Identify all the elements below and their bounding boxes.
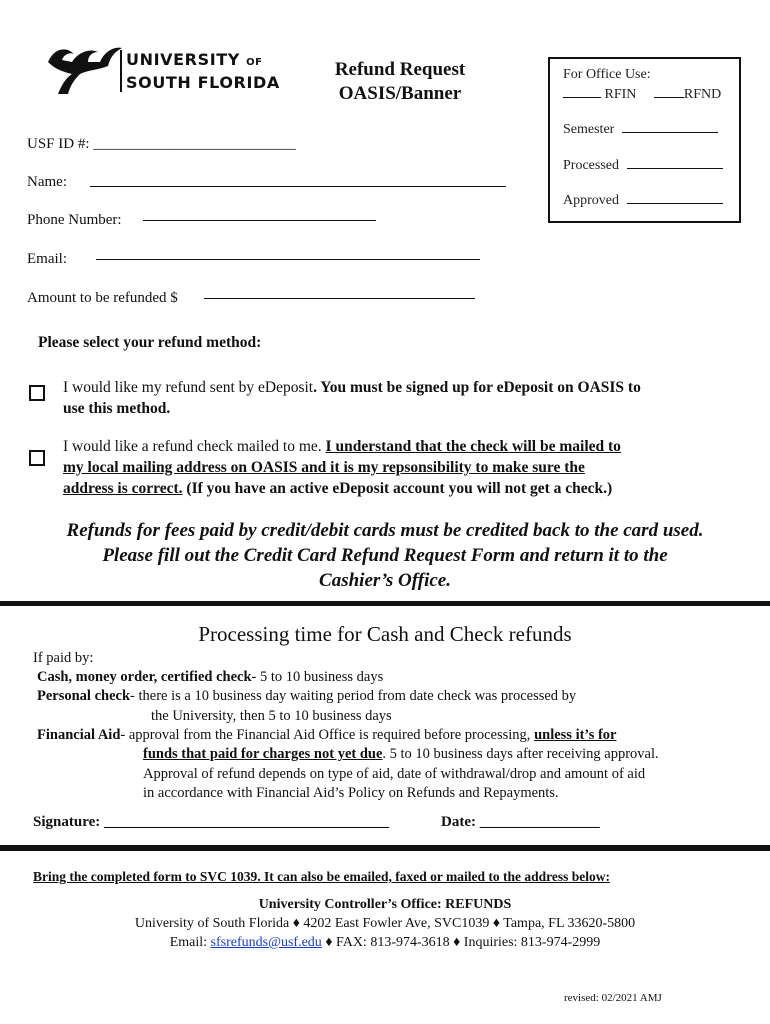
approved-line: Approved [563,192,723,209]
section-divider-top [0,601,770,606]
financial-aid-line-3: Approval of refund depends on type of aid, date of withdrawal/drop and amount of aid [143,766,646,782]
mailing-address: University of South Florida ♦ 4202 East Fowler Ave, SVC1039 ♦ Tampa, FL 33620-5800 [134,916,636,931]
revision-note: revised: 02/2021 AMJ [564,992,662,1004]
date-blank[interactable]: ________________ [479,814,600,830]
office-use-header: For Office Use: [563,67,651,82]
personal-check-line-2: the University, then 5 to 10 business days [151,708,392,724]
bull-horns-icon [44,40,124,100]
semester-line: Semester [563,121,718,138]
email-input-line[interactable] [96,259,480,260]
edeposit-option-text: I would like my refund sent by eDeposit. You must be signed up for eDeposit on OASIS to use this method. [63,379,641,417]
email-link[interactable]: sfsrefunds@usf.edu [210,935,322,950]
usf-id-blank[interactable]: ___________________________ [93,136,296,152]
personal-check-line: Personal check- there is a 10 business day waiting period from date check was processed by [37,688,577,704]
rfin-rfnd-line: RFIN RFND [563,86,721,103]
footer-instructions: Bring the completed form to SVC 1039. It can also be emailed, faxed or mailed to the address below: [33,869,610,884]
form-title [300,58,500,106]
rfin-blank[interactable] [563,86,601,98]
phone-label: Phone Number: [27,212,122,228]
cash-line: Cash, money order, certified check- 5 to 10 business days [37,669,384,685]
amount-label: Amount to be refunded $ [27,290,178,306]
logo-line-2: SOUTH FLORIDA [126,73,280,92]
contact-line: Email: sfsrefunds@usf.edu ♦ FAX: 813-974-3618 ♦ Inquiries: 813-974-2999 [169,935,601,950]
notice-line-1: Refunds for fees paid by credit/debit cards must be credited back to the card used. [66,520,704,541]
email-label: Email: [27,251,67,267]
edeposit-checkbox[interactable] [29,385,45,401]
notice-line-3: Cashier’s Office. [319,570,451,591]
title-line-1: Refund Request [334,59,466,80]
financial-aid-line: Financial Aid- approval from the Financial Aid Office is required before processing, unless it’s for [37,727,617,743]
semester-blank[interactable] [622,121,718,133]
usf-id-field: USF ID #: ___________________________ [27,136,296,152]
financial-aid-line-2: funds that paid for charges not yet due. 5 to 10 business days after receiving approval. [143,746,659,762]
processing-title: Processing time for Cash and Check refunds [198,622,572,646]
office-use-box [548,57,741,223]
signature-row: Signature: ______________________________________ [33,814,389,830]
section-divider-bottom [0,845,770,851]
controller-office: University Controller’s Office: REFUNDS [258,897,512,912]
check-mail-option-text: I would like a refund check mailed to me. I understand that the check will be mailed to my local mailing address on OASIS and it is my repsonsibility to make sure the address is correct. (If you have an active eDeposit account you will not get a check.) [63,438,621,497]
usf-logo [44,40,280,100]
rfnd-blank[interactable] [654,86,684,98]
notice-line-2: Please fill out the Credit Card Refund Request Form and return it to the [102,545,668,566]
financial-aid-line-4: in accordance with Financial Aid’s Policy on Refunds and Repayments. [143,785,559,801]
credit-card-notice [20,518,750,593]
phone-input-line[interactable] [143,220,376,221]
processed-line: Processed [563,157,723,174]
amount-input-line[interactable] [204,298,475,299]
approved-blank[interactable] [627,192,723,204]
name-label: Name: [27,174,67,190]
name-input-line[interactable] [90,186,506,187]
refund-method-heading: Please select your refund method: [38,334,262,351]
logo-divider [120,50,122,92]
title-line-2: OASIS/Banner [338,83,462,104]
check-mail-checkbox[interactable] [29,450,45,466]
processed-blank[interactable] [627,157,723,169]
if-paid-label: If paid by: [33,650,94,666]
signature-blank[interactable]: ______________________________________ [103,814,389,830]
logo-line-1: UNIVERSITY OF [126,50,263,69]
date-row: Date: ________________ [441,814,600,830]
